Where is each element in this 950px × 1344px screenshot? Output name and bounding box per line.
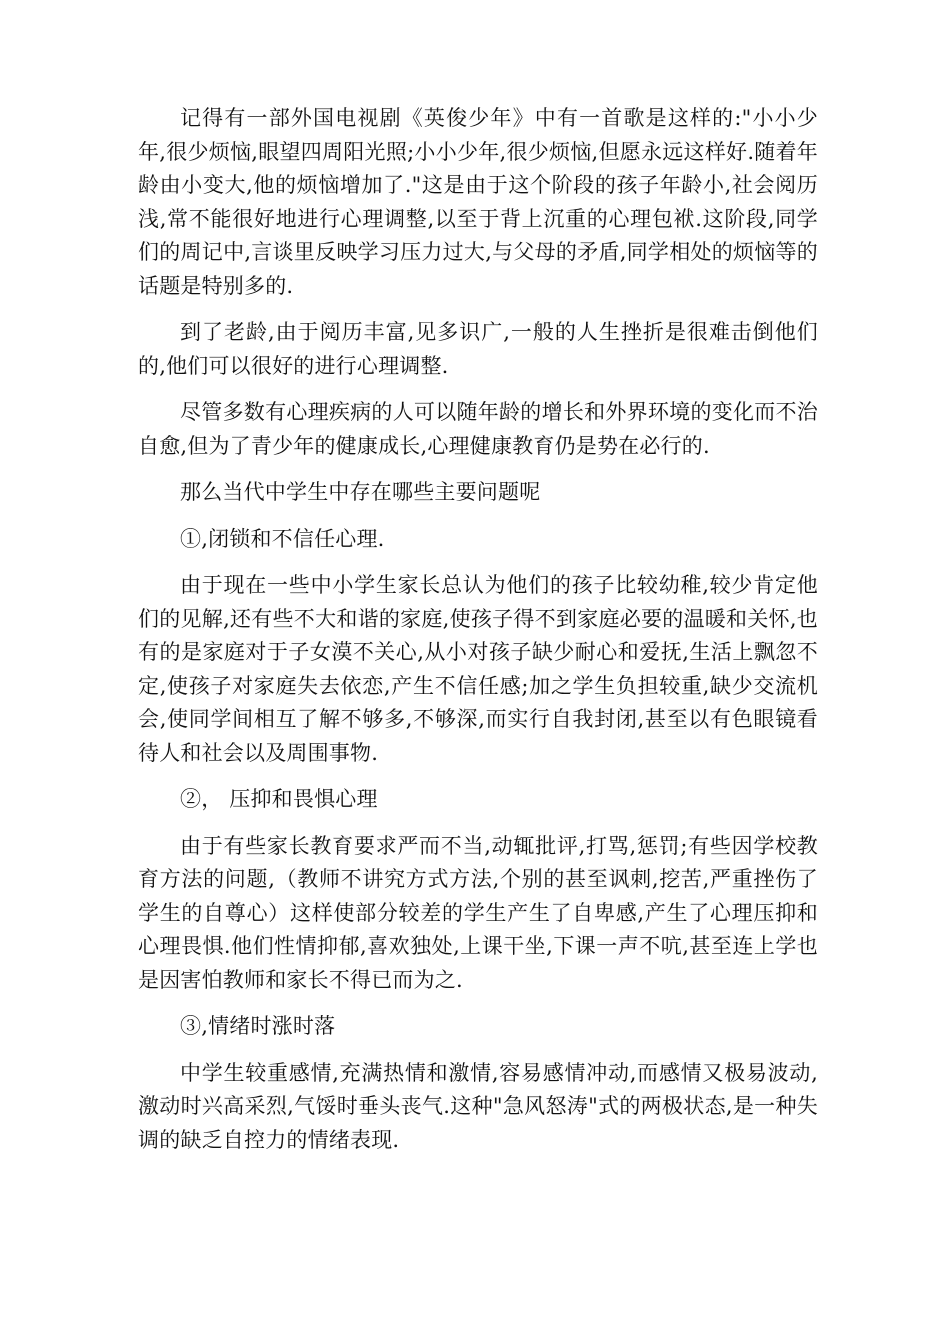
paragraph-repression-fear: 由于有些家长教育要求严而不当,动辄批评,打骂,惩罚;有些因学校教育方法的问题,（教师不讲究方式方法,个别的甚至讽刺,挖苦,严重挫伤了学生的自尊心）这样使部分较差的学生产生了自卑感,产生了心理压抑和心理畏惧.他们性情抑郁,喜欢独处,上课干坐,下课一声不吭,甚至连上学也是因害怕教师和家长不得已而为之. — [138, 833, 818, 992]
paragraph-tv-song: 记得有一部外国电视剧《英俊少年》中有一首歌是这样的:"小小少年,很少烦恼,眼望四周阳光照;小小少年,很少烦恼,但愿永远这样好.随着年龄由小变大,他的烦恼增加了."这是由于这个阶段的孩子年龄小,社会阅历浅,常不能很好地进行心理调整,以至于背上沉重的心理包袱.这阶段,同学们的周记中,言谈里反映学习压力过大,与父母的矛盾,同学相处的烦恼等的话题是特别多的. — [138, 106, 818, 298]
heading-mood-swings: ③,情绪时涨时落 — [180, 1014, 336, 1038]
document-body — [138, 102, 818, 1170]
heading-repression-fear: ②， 压抑和畏惧心理 — [180, 787, 378, 811]
paragraph-education-necessity: 尽管多数有心理疾病的人可以随年龄的增长和外界环境的变化而不治自愈,但为了青少年的健康成长,心理健康教育仍是势在必行的. — [138, 400, 818, 458]
section-question: 那么当代中学生中存在哪些主要问题呢 — [180, 480, 541, 504]
paragraph-old-age: 到了老龄,由于阅历丰富,见多识广,一般的人生挫折是很难击倒他们的,他们可以很好的进行心理调整. — [138, 320, 818, 378]
paragraph-mood-swings: 中学生较重感情,充满热情和激情,容易感情冲动,而感情又极易波动,激动时兴高采烈,气馁时垂头丧气.这种"急风怒涛"式的两极状态,是一种失调的缺乏自控力的情绪表现. — [138, 1060, 818, 1152]
paragraph-closed-distrust: 由于现在一些中小学生家长总认为他们的孩子比较幼稚,较少肯定他们的见解,还有些不大和谐的家庭,使孩子得不到家庭必要的温暖和关怀,也有的是家庭对于子女漠不关心,从小对孩子缺少耐心和爱抚,生活上飘忽不定,使孩子对家庭失去依恋,产生不信任感;加之学生负担较重,缺少交流机会,使同学间相互了解不够多,不够深,而实行自我封闭,甚至以有色眼镜看待人和社会以及周围事物. — [138, 573, 818, 765]
heading-closed-distrust: ①,闭锁和不信任心理. — [180, 526, 385, 551]
